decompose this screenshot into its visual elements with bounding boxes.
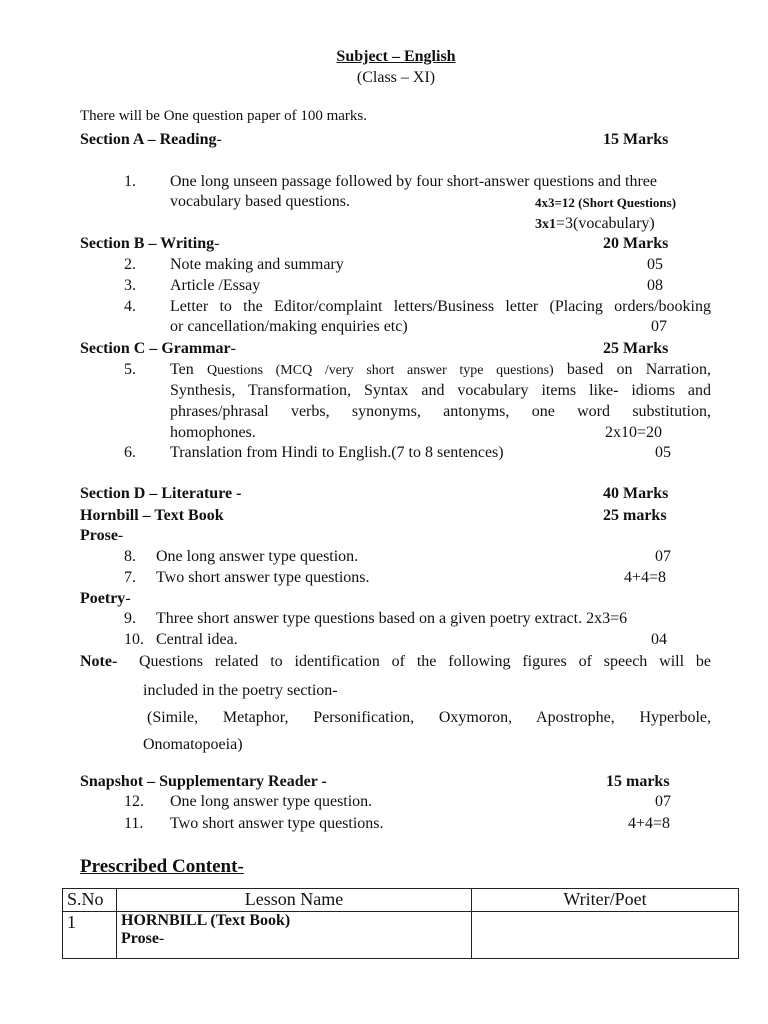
item-marks: 07 (655, 793, 671, 810)
subject-title: Subject – English (336, 48, 456, 65)
item-text: One long unseen passage followed by four short-answer questions and three (170, 173, 657, 190)
item-marks: 4+4=8 (628, 815, 671, 832)
hornbill-marks: 25 marks (603, 507, 667, 524)
item-marks (535, 215, 655, 233)
snapshot-title: Snapshot – Supplementary Reader - (80, 773, 327, 790)
cell-writer (472, 912, 739, 959)
class-label-text: (Class – XI) (356, 69, 436, 86)
prose-suffix: - (117, 527, 124, 544)
lesson-line: HORNBILL (Text Book) (121, 912, 291, 929)
section-b-marks: 20 Marks (603, 235, 669, 252)
text-part: based on Narration, (566, 361, 711, 378)
column-header-sno: S.No (63, 889, 117, 912)
item-number: 1. (124, 173, 136, 190)
lesson-prose-suffix: - (158, 930, 165, 947)
prescribed-heading (80, 856, 244, 878)
prose-label: Prose (80, 527, 118, 544)
note-text: included in the poetry section- (143, 682, 338, 699)
item-marks: 05 (647, 256, 663, 273)
text-part: Ten (170, 361, 194, 378)
section-c-marks: 25 Marks (603, 340, 669, 357)
item-marks: 4x3=12 (Short Questions) (535, 195, 677, 210)
item-text: Translation from Hindi to English.(7 to 8 sentences) (170, 444, 504, 461)
prescribed-heading-text: Prescribed Content (80, 856, 238, 877)
item-number: 12. (124, 793, 144, 810)
cell-sno: 1 (63, 912, 117, 959)
section-b-suffix: - (214, 235, 220, 252)
section-a-heading (80, 131, 222, 149)
item-text: One long answer type question. (156, 548, 359, 565)
snapshot-marks: 15 marks (606, 773, 670, 790)
note-text: Onomatopoeia) (143, 736, 243, 753)
section-a-title: Section A – Reading (80, 131, 217, 148)
item-marks: 04 (651, 631, 667, 648)
prescribed-heading-suffix: - (237, 856, 244, 877)
lesson-prose-label: Prose (121, 930, 159, 947)
section-b-heading (80, 235, 219, 253)
item-text: Article /Essay (170, 277, 261, 294)
column-header-lesson: Lesson Name (117, 889, 472, 912)
poetry-label: Poetry (80, 590, 126, 607)
item-number: 5. (124, 361, 136, 378)
item-text: Three short answer type questions based on a given poetry extract. 2x3=6 (156, 610, 628, 627)
section-a-marks: 15 Marks (603, 131, 669, 148)
item-text (170, 361, 711, 379)
hornbill-title: Hornbill – Text Book (80, 507, 224, 524)
item-text: Synthesis, Transformation, Syntax and vocabulary items like- idioms and (170, 382, 711, 399)
item-text: homophones. (170, 424, 256, 441)
item-text: vocabulary based questions. (170, 193, 350, 210)
item-text: Two short answer type questions. (170, 815, 384, 832)
text-part: Questions (MCQ /very short answer type questions) (206, 363, 554, 378)
section-d-marks: 40 Marks (603, 485, 669, 502)
item-text: One long answer type question. (170, 793, 373, 810)
item-number: 4. (124, 298, 136, 315)
marks-rest: =3(vocabulary) (556, 215, 655, 232)
item-number: 9. (124, 610, 136, 627)
class-label (0, 69, 768, 87)
item-number: 6. (124, 444, 136, 461)
item-text: or cancellation/making enquiries etc) (170, 318, 408, 335)
item-marks: 05 (655, 444, 671, 461)
poetry-suffix: - (125, 590, 131, 607)
item-number: 11. (124, 815, 144, 832)
item-text: Letter to the Editor/complaint letters/Business letter (Placing orders/booking (170, 298, 711, 315)
prose-heading (80, 527, 123, 545)
item-number: 2. (124, 256, 136, 273)
section-c-heading (80, 340, 236, 358)
section-a-suffix: - (216, 131, 222, 148)
section-c-suffix: - (230, 340, 236, 357)
item-text: Note making and summary (170, 256, 344, 273)
item-marks: 4+4=8 (624, 569, 667, 586)
prescribed-content-table (62, 888, 739, 959)
table-row (63, 912, 739, 959)
note-text: Questions related to identification of the following figures of speech will be (139, 653, 711, 670)
note-label: Note- (80, 653, 118, 670)
item-text: Central idea. (156, 631, 238, 648)
column-header-writer: Writer/Poet (472, 889, 739, 912)
item-number: 10. (124, 631, 144, 648)
item-marks: 08 (647, 277, 663, 294)
section-d-title: Section D – Literature - (80, 485, 242, 502)
item-number: 8. (124, 548, 136, 565)
item-marks: 2x10=20 (605, 424, 663, 441)
item-marks: 07 (655, 548, 671, 565)
section-c-title: Section C – Grammar (80, 340, 231, 357)
item-text: Two short answer type questions. (156, 569, 370, 586)
intro-text: There will be One question paper of 100 marks. (80, 108, 367, 124)
lesson-line (121, 930, 467, 948)
cell-lesson (117, 912, 472, 959)
item-marks: 07 (651, 318, 667, 335)
table-header-row (63, 889, 739, 912)
marks-bold: 3x1 (535, 217, 556, 232)
item-number: 3. (124, 277, 136, 294)
item-text: phrases/phrasal verbs, synonyms, antonyms, one word substitution, (170, 403, 711, 420)
item-number: 7. (124, 569, 136, 586)
section-b-title: Section B – Writing (80, 235, 215, 252)
poetry-heading (80, 590, 131, 608)
note-text: (Simile, Metaphor, Personification, Oxymoron, Apostrophe, Hyperbole, (147, 709, 711, 726)
